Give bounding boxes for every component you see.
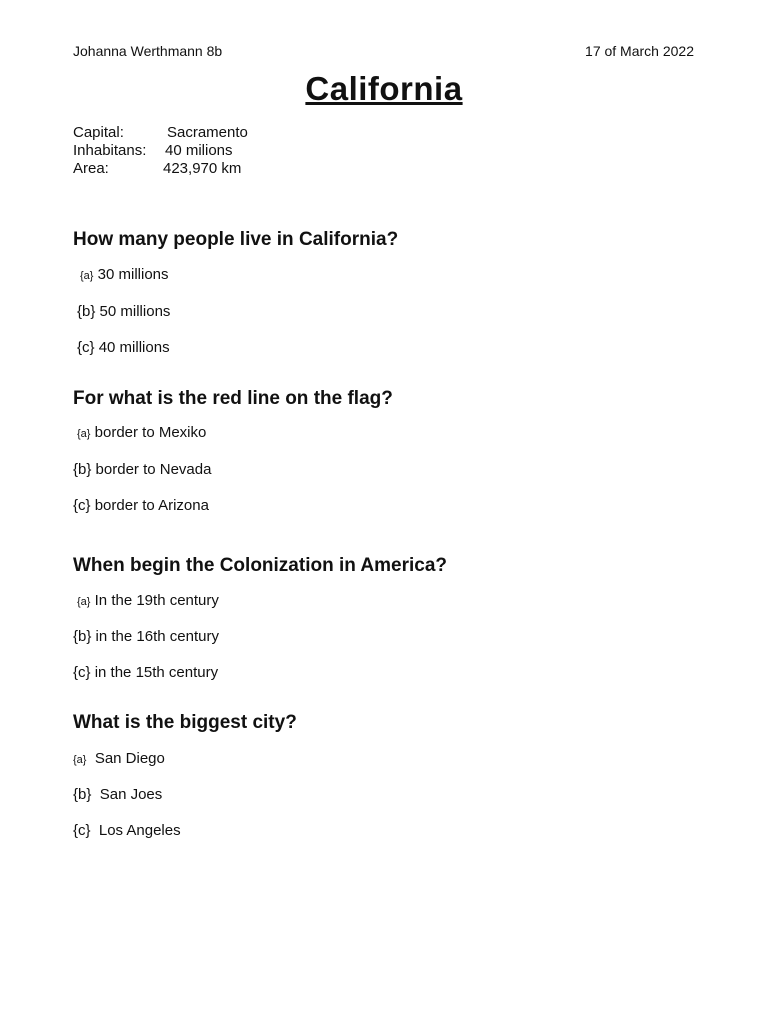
option-4b[interactable] <box>73 786 162 803</box>
option-label: {b} <box>73 461 92 478</box>
option-label: {c} <box>73 664 91 681</box>
fact-capital <box>73 124 248 141</box>
option-3c[interactable] <box>73 664 218 681</box>
option-3b[interactable] <box>73 628 219 645</box>
author-name: Johanna Werthmann 8b <box>73 43 223 59</box>
option-text: San Joes <box>99 786 163 803</box>
option-2c[interactable] <box>73 497 209 514</box>
option-2b[interactable] <box>73 461 211 478</box>
fact-value: Sacramento <box>167 124 248 141</box>
fact-label: Inhabitans: <box>73 142 147 159</box>
option-label: {b} <box>77 303 96 320</box>
option-1a[interactable] <box>80 266 169 283</box>
document-date: 17 of March 2022 <box>585 43 694 59</box>
question-2: For what is the red line on the flag? <box>73 388 393 409</box>
option-label: {b} <box>73 786 92 803</box>
option-text: border to Nevada <box>95 461 212 478</box>
option-text: border to Arizona <box>94 497 209 514</box>
fact-value: 40 milions <box>165 142 233 159</box>
page-title: California <box>305 70 463 107</box>
option-label: {a} <box>80 270 94 282</box>
option-label: {c} <box>73 822 91 839</box>
option-text: In the 19th century <box>94 592 219 609</box>
option-3a[interactable] <box>77 592 219 609</box>
option-text: 30 millions <box>97 266 169 283</box>
question-4: What is the biggest city? <box>73 712 297 733</box>
fact-value: 423,970 km <box>163 160 242 177</box>
question-1: How many people live in California? <box>73 229 399 250</box>
option-1c[interactable] <box>77 339 170 356</box>
option-label: {a} <box>77 596 91 608</box>
option-text: Los Angeles <box>98 822 181 839</box>
option-text: 50 millions <box>99 303 171 320</box>
option-label: {b} <box>73 628 92 645</box>
option-label: {c} <box>77 339 95 356</box>
fact-label: Capital: <box>73 124 124 141</box>
fact-inhabitants <box>73 142 233 159</box>
option-text: San Diego <box>94 750 165 767</box>
option-text: in the 16th century <box>95 628 219 645</box>
option-text: border to Mexiko <box>94 424 207 441</box>
option-label: {a} <box>77 428 91 440</box>
option-2a[interactable] <box>77 424 206 441</box>
fact-area <box>73 160 242 177</box>
option-text: 40 millions <box>98 339 170 356</box>
question-3: When begin the Colonization in America? <box>73 555 448 576</box>
option-4c[interactable] <box>73 822 181 839</box>
option-label: {c} <box>73 497 91 514</box>
option-4a[interactable] <box>73 750 165 767</box>
option-text: in the 15th century <box>94 664 219 681</box>
option-label: {a} <box>73 754 87 766</box>
fact-label: Area: <box>73 160 109 177</box>
option-1b[interactable] <box>77 303 170 320</box>
